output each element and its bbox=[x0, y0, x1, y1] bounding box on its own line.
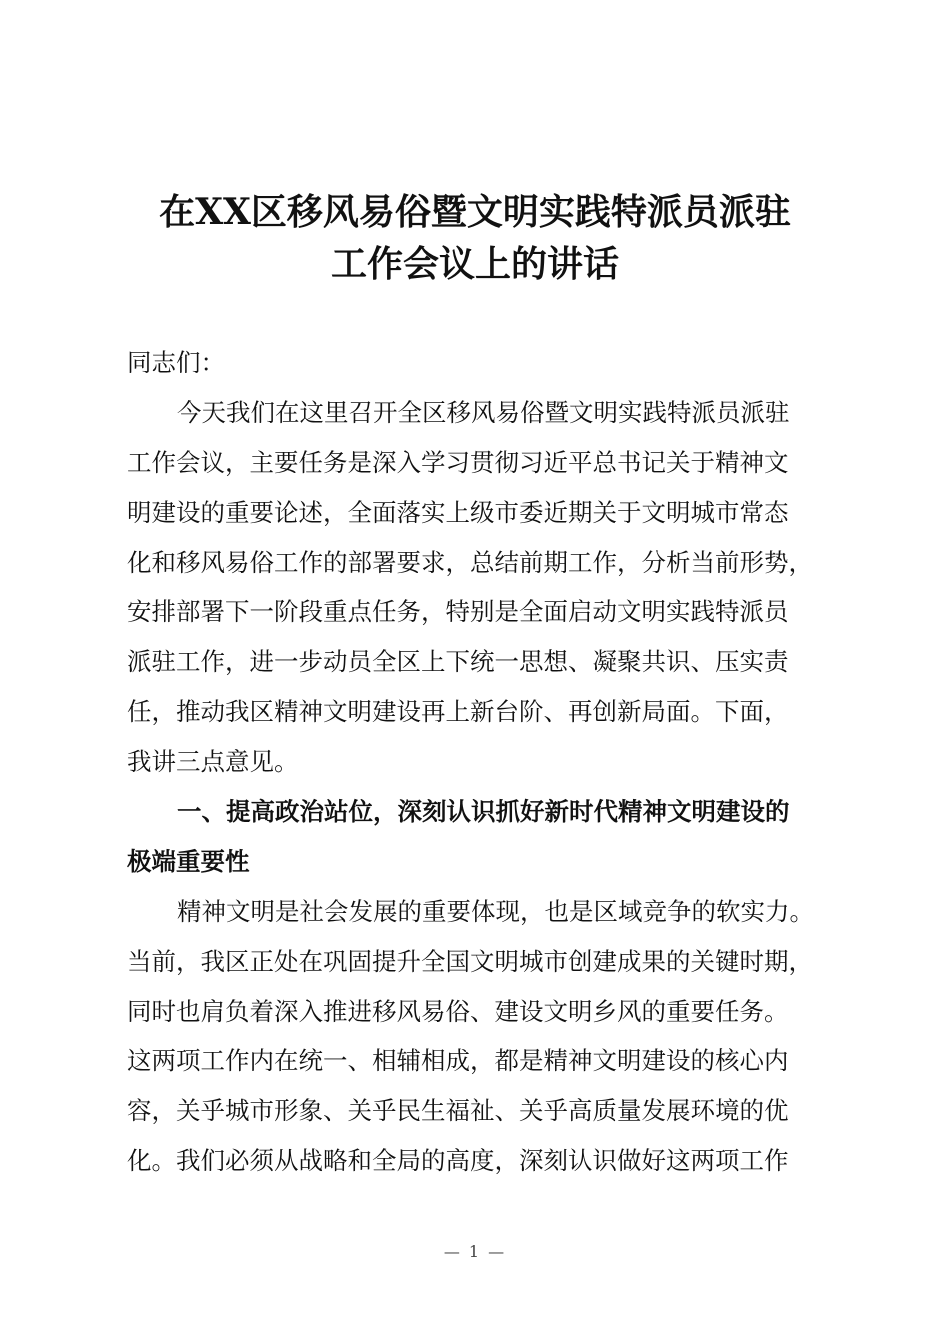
paragraph-1-line: 工作会议，主要任务是深入学习贯彻习近平总书记关于精神文 bbox=[127, 447, 789, 477]
paragraph-1-line: 派驻工作，进一步动员全区上下统一思想、凝聚共识、压实责 bbox=[127, 647, 789, 677]
page-number: — 1 — bbox=[443, 1242, 507, 1261]
document-title bbox=[100, 186, 850, 290]
title-line-2: 工作会议上的讲话 bbox=[330, 243, 619, 285]
paragraph-2-line: 当前，我区正处在巩固提升全国文明城市创建成果的关键时期， bbox=[127, 946, 813, 976]
paragraph-1-line: 今天我们在这里召开全区移风易俗暨文明实践特派员派驻 bbox=[177, 397, 790, 427]
paragraph-1-line: 任，推动我区精神文明建设再上新台阶、再创新局面。下面， bbox=[127, 697, 789, 727]
salutation: 同志们： bbox=[127, 348, 225, 377]
paragraph-1-line: 化和移风易俗工作的部署要求，总结前期工作，分析当前形势， bbox=[127, 547, 813, 577]
section-heading-line: 极端重要性 bbox=[127, 846, 250, 876]
title-line-1: 在XX区移风易俗暨文明实践特派员派驻 bbox=[159, 191, 791, 233]
paragraph-2-line: 同时也肩负着深入推进移风易俗、建设文明乡风的重要任务。 bbox=[127, 996, 789, 1026]
paragraph-1-line: 明建设的重要论述，全面落实上级市委近期关于文明城市常态 bbox=[127, 497, 789, 527]
paragraph-2-line: 精神文明是社会发展的重要体现，也是区域竞争的软实力。 bbox=[177, 896, 814, 926]
section-heading-line: 一、提高政治站位，深刻认识抓好新时代精神文明建设的 bbox=[177, 797, 790, 827]
paragraph-2-line: 化。我们必须从战略和全局的高度，深刻认识做好这两项工作 bbox=[127, 1146, 789, 1176]
paragraph-2-line: 容，关乎城市形象、关乎民生福祉、关乎高质量发展环境的优 bbox=[127, 1096, 789, 1126]
paragraph-1-line: 安排部署下一阶段重点任务，特别是全面启动文明实践特派员 bbox=[127, 597, 789, 627]
paragraph-1-line: 我讲三点意见。 bbox=[127, 747, 299, 777]
document-body bbox=[127, 338, 857, 1186]
paragraph-2-line: 这两项工作内在统一、相辅相成，都是精神文明建设的核心内 bbox=[127, 1046, 789, 1076]
